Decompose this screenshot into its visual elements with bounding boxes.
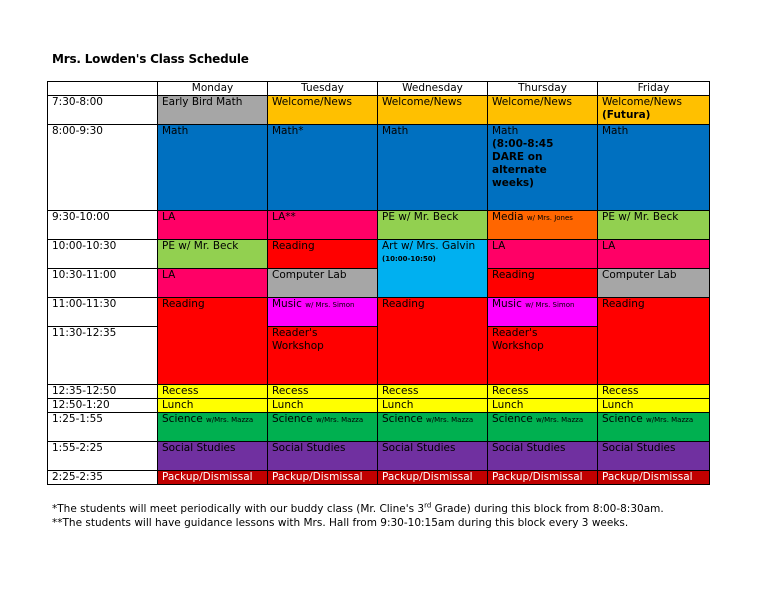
cell-recess: Recess bbox=[488, 385, 598, 399]
cell-mon-pe: PE w/ Mr. Beck bbox=[158, 240, 268, 269]
cell-label: Science bbox=[162, 413, 203, 425]
cell-label: Math bbox=[492, 125, 519, 137]
cell-tue-welcome: Welcome/News bbox=[268, 96, 378, 125]
day-header-tuesday: Tuesday bbox=[268, 82, 378, 96]
cell-label: Science bbox=[602, 413, 643, 425]
cell-lunch: Lunch bbox=[268, 399, 378, 413]
time-cell: 7:30-8:00 bbox=[48, 96, 158, 125]
cell-mon-early-bird: Early Bird Math bbox=[158, 96, 268, 125]
cell-recess: Recess bbox=[158, 385, 268, 399]
cell-lunch: Lunch bbox=[598, 399, 710, 413]
cell-teacher: w/ Mrs. Jones bbox=[526, 214, 573, 222]
cell-teacher: w/Mrs. Mazza bbox=[536, 416, 584, 424]
cell-packup: Packup/Dismissal bbox=[158, 471, 268, 485]
footnote-2: **The students will have guidance lessons with Mrs. Hall from 9:30-10:15am during this block every 3 weeks. bbox=[52, 517, 629, 529]
day-header-wednesday: Wednesday bbox=[378, 82, 488, 96]
time-cell: 10:00-10:30 bbox=[48, 240, 158, 269]
cell-recess: Recess bbox=[378, 385, 488, 399]
cell-tue-math: Math* bbox=[268, 125, 378, 211]
cell-mon-reading: Reading bbox=[158, 298, 268, 385]
cell-tue-readers-workshop bbox=[268, 327, 378, 385]
cell-label: Music bbox=[272, 298, 302, 310]
cell-mon-la: LA bbox=[158, 211, 268, 240]
cell-thu-music bbox=[488, 298, 598, 327]
row-800 bbox=[48, 125, 710, 211]
cell-teacher: w/Mrs. Mazza bbox=[646, 416, 694, 424]
cell-recess: Recess bbox=[268, 385, 378, 399]
time-cell: 11:30-12:35 bbox=[48, 327, 158, 385]
cell-wed-pe: PE w/ Mr. Beck bbox=[378, 211, 488, 240]
corner-cell bbox=[48, 82, 158, 96]
time-cell: 1:25-1:55 bbox=[48, 413, 158, 442]
cell-recess: Recess bbox=[598, 385, 710, 399]
cell-tue-reading: Reading bbox=[268, 240, 378, 269]
cell-packup: Packup/Dismissal bbox=[598, 471, 710, 485]
cell-thu-reading: Reading bbox=[488, 269, 598, 298]
cell-packup: Packup/Dismissal bbox=[378, 471, 488, 485]
cell-tue-la: LA** bbox=[268, 211, 378, 240]
time-cell: 12:35-12:50 bbox=[48, 385, 158, 399]
cell-science bbox=[268, 413, 378, 442]
cell-thu-la: LA bbox=[488, 240, 598, 269]
cell-fri-computer-lab: Computer Lab bbox=[598, 269, 710, 298]
row-730 bbox=[48, 96, 710, 125]
cell-label: Music bbox=[492, 298, 522, 310]
cell-time-note: (10:00-10:50) bbox=[382, 255, 436, 263]
time-cell: 10:30-11:00 bbox=[48, 269, 158, 298]
time-cell: 1:55-2:25 bbox=[48, 442, 158, 471]
cell-social-studies: Social Studies bbox=[598, 442, 710, 471]
cell-packup: Packup/Dismissal bbox=[488, 471, 598, 485]
cell-fri-reading: Reading bbox=[598, 298, 710, 385]
page-title: Mrs. Lowden's Class Schedule bbox=[52, 52, 249, 66]
cell-fri-math: Math bbox=[598, 125, 710, 211]
time-cell: 12:50-1:20 bbox=[48, 399, 158, 413]
cell-thu-math bbox=[488, 125, 598, 211]
cell-packup: Packup/Dismissal bbox=[268, 471, 378, 485]
cell-label: Reader's Workshop bbox=[492, 327, 544, 352]
row-1000 bbox=[48, 240, 710, 269]
cell-mon-math: Math bbox=[158, 125, 268, 211]
cell-teacher: w/Mrs. Mazza bbox=[206, 416, 254, 424]
cell-science bbox=[378, 413, 488, 442]
cell-teacher: w/Mrs. Mazza bbox=[426, 416, 474, 424]
cell-lunch: Lunch bbox=[488, 399, 598, 413]
row-155 bbox=[48, 442, 710, 471]
footnote-superscript: rd bbox=[424, 501, 432, 510]
cell-label: Science bbox=[382, 413, 423, 425]
cell-social-studies: Social Studies bbox=[158, 442, 268, 471]
time-cell: 9:30-10:00 bbox=[48, 211, 158, 240]
cell-label: Art w/ Mrs. Galvin bbox=[382, 240, 476, 252]
cell-thu-media bbox=[488, 211, 598, 240]
day-header-friday: Friday bbox=[598, 82, 710, 96]
time-cell: 8:00-9:30 bbox=[48, 125, 158, 211]
row-225 bbox=[48, 471, 710, 485]
cell-note: (Futura) bbox=[602, 109, 651, 121]
cell-label: Science bbox=[492, 413, 533, 425]
cell-note: (8:00-8:45 DARE on alternate weeks) bbox=[492, 138, 554, 189]
day-header-thursday: Thursday bbox=[488, 82, 598, 96]
cell-teacher: w/ Mrs. Simon bbox=[525, 301, 575, 309]
cell-science bbox=[488, 413, 598, 442]
cell-science bbox=[598, 413, 710, 442]
cell-fri-pe: PE w/ Mr. Beck bbox=[598, 211, 710, 240]
header-row bbox=[48, 82, 710, 96]
row-125 bbox=[48, 413, 710, 442]
cell-lunch: Lunch bbox=[378, 399, 488, 413]
footnote-text: Grade) during this block from 8:00-8:30am. bbox=[431, 503, 664, 515]
row-1250 bbox=[48, 399, 710, 413]
cell-wed-welcome: Welcome/News bbox=[378, 96, 488, 125]
row-1100 bbox=[48, 298, 710, 327]
cell-label: Media bbox=[492, 211, 524, 223]
schedule-table bbox=[47, 81, 710, 485]
row-1235 bbox=[48, 385, 710, 399]
cell-teacher: w/ Mrs. Simon bbox=[305, 301, 355, 309]
cell-social-studies: Social Studies bbox=[488, 442, 598, 471]
cell-thu-welcome: Welcome/News bbox=[488, 96, 598, 125]
cell-teacher: w/Mrs. Mazza bbox=[316, 416, 364, 424]
cell-thu-readers-workshop bbox=[488, 327, 598, 385]
cell-mon-la: LA bbox=[158, 269, 268, 298]
footnote-1 bbox=[52, 503, 664, 515]
cell-science bbox=[158, 413, 268, 442]
footnote-text: *The students will meet periodically with our buddy class (Mr. Cline's 3 bbox=[52, 503, 425, 515]
day-header-monday: Monday bbox=[158, 82, 268, 96]
cell-tue-computer-lab: Computer Lab bbox=[268, 269, 378, 298]
cell-label: Science bbox=[272, 413, 313, 425]
cell-tue-music bbox=[268, 298, 378, 327]
cell-fri-welcome bbox=[598, 96, 710, 125]
cell-fri-la: LA bbox=[598, 240, 710, 269]
row-930 bbox=[48, 211, 710, 240]
cell-lunch: Lunch bbox=[158, 399, 268, 413]
cell-label: Reader's Workshop bbox=[272, 327, 324, 352]
cell-label: Welcome/News bbox=[602, 96, 682, 108]
cell-social-studies: Social Studies bbox=[268, 442, 378, 471]
time-cell: 2:25-2:35 bbox=[48, 471, 158, 485]
cell-wed-reading: Reading bbox=[378, 298, 488, 385]
cell-social-studies: Social Studies bbox=[378, 442, 488, 471]
cell-wed-math: Math bbox=[378, 125, 488, 211]
time-cell: 11:00-11:30 bbox=[48, 298, 158, 327]
cell-wed-art bbox=[378, 240, 488, 298]
